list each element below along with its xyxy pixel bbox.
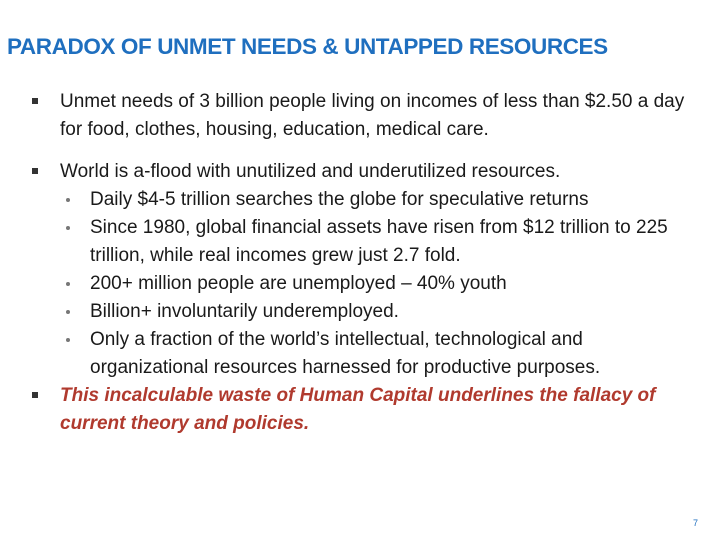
emphasis-text: This incalculable waste of Human Capital underlines the fallacy of current theory and policies.	[60, 385, 656, 434]
square-bullet-icon	[32, 168, 38, 174]
dot-bullet-icon	[66, 338, 70, 342]
sub-bullet-text: Billion+ involuntarily underemployed.	[90, 301, 399, 322]
page-number: 7	[692, 518, 698, 528]
sub-bullet-item	[60, 326, 700, 382]
dot-bullet-icon	[66, 198, 70, 202]
dot-bullet-icon	[66, 310, 70, 314]
sub-bullet-text: 200+ million people are unemployed – 40% youth	[90, 273, 507, 294]
sub-bullet-text: Only a fraction of the world’s intellectual, technological and organizational resources harnessed for productive purposes.	[90, 329, 601, 378]
sub-bullet-item	[60, 298, 700, 326]
dot-bullet-icon	[66, 226, 70, 230]
bullet-item-resources	[0, 158, 720, 382]
sub-bullet-item	[60, 270, 700, 298]
bullet-text: Unmet needs of 3 billion people living on incomes of less than $2.50 a day for food, clothes, housing, education, medical care.	[60, 91, 685, 140]
bullet-item-conclusion	[0, 382, 720, 438]
slide-title: PARADOX OF UNMET NEEDS & UNTAPPED RESOURCES	[7, 34, 608, 59]
bullet-text: World is a-flood with unutilized and underutilized resources.	[60, 161, 561, 182]
square-bullet-icon	[32, 98, 38, 104]
sub-bullet-item	[60, 214, 700, 270]
sub-bullet-list	[60, 186, 700, 382]
dot-bullet-icon	[66, 282, 70, 286]
bullet-list	[0, 88, 720, 438]
sub-bullet-text: Daily $4-5 trillion searches the globe for speculative returns	[90, 189, 589, 210]
sub-bullet-item	[60, 186, 700, 214]
bullet-item-unmet-needs	[0, 88, 720, 144]
sub-bullet-text: Since 1980, global financial assets have risen from $12 trillion to 225 trillion, while real incomes grew just 2.7 fold.	[90, 217, 668, 266]
square-bullet-icon	[32, 392, 38, 398]
